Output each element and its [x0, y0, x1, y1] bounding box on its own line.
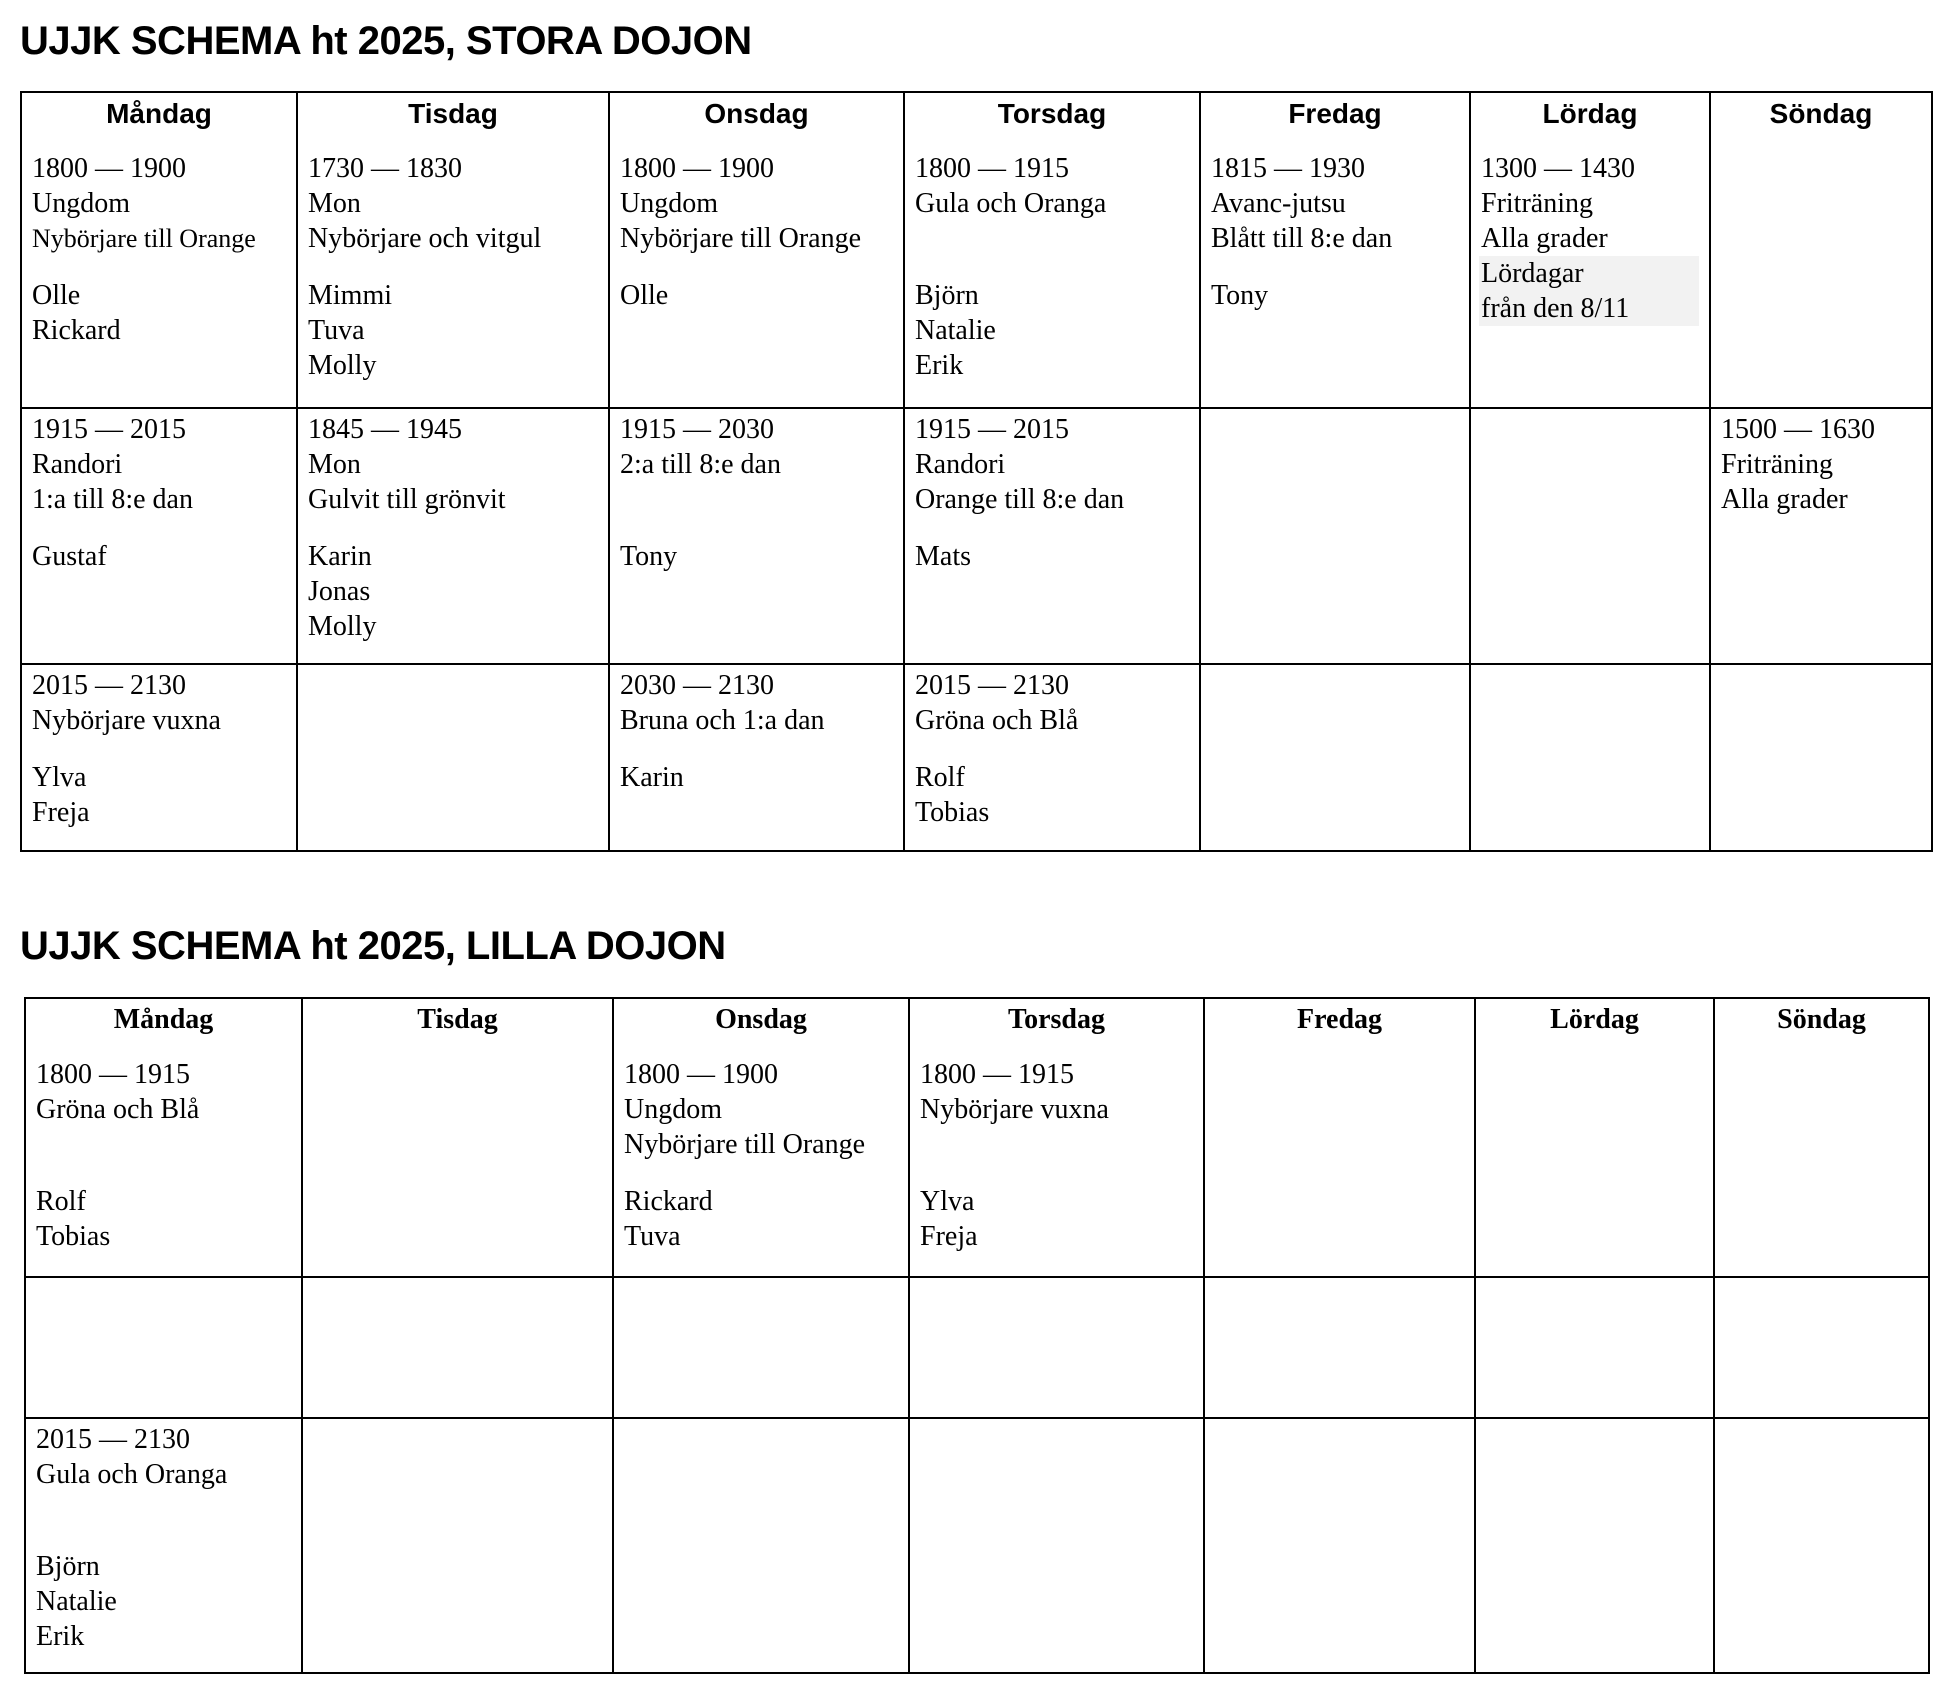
instructor-name: Ylva — [32, 762, 87, 793]
cell-torsdag-row2 — [904, 408, 1200, 664]
cell-mandag-row2 — [21, 408, 297, 664]
session-time: 1730 — 1830 — [308, 153, 462, 184]
session-level: 1:a till 8:e dan — [32, 484, 193, 515]
session-level: Gulvit till grönvit — [308, 484, 506, 515]
cell-sondag-row2 — [1710, 408, 1932, 664]
day-header-mandag: Måndag — [113, 1004, 214, 1035]
cell-tisdag-row3 — [297, 664, 609, 851]
cell-onsdag-row3 — [609, 664, 904, 851]
cell-tisdag-row1 — [297, 92, 609, 408]
cell-lordag-row3 — [1470, 664, 1710, 851]
instructor-name: Jonas — [308, 576, 371, 607]
session-time: 1915 — 2015 — [32, 414, 186, 445]
day-header-tisdag: Tisdag — [408, 98, 498, 129]
instructor-name: Molly — [308, 611, 377, 642]
session-group: Ungdom — [32, 188, 130, 219]
day-header-fredag: Fredag — [1288, 98, 1382, 129]
day-header-tisdag: Tisdag — [417, 1004, 498, 1035]
session-level: Nybörjare till Orange — [624, 1129, 866, 1160]
date-note — [1479, 256, 1699, 326]
day-header-sondag: Söndag — [1769, 98, 1873, 129]
session-time: 2015 — 2130 — [36, 1424, 190, 1455]
schedule-title-stora: UJJK SCHEMA ht 2025, STORA DOJON — [20, 19, 752, 63]
instructor-name: Rolf — [915, 762, 965, 793]
instructor-name: Björn — [915, 280, 979, 311]
instructor-name: Ylva — [920, 1186, 975, 1217]
schedule-table-stora — [20, 91, 1933, 852]
instructor-name: Freja — [920, 1221, 978, 1252]
session-group: Randori — [32, 449, 123, 480]
session-group: Mon — [308, 449, 361, 480]
session-group: Randori — [915, 449, 1006, 480]
instructor-name: Molly — [308, 350, 377, 381]
instructor-name: Mats — [915, 541, 971, 572]
session-level: 2:a till 8:e dan — [620, 449, 781, 480]
instructor-name: Natalie — [36, 1586, 117, 1617]
cell-tisdag-row1 — [302, 998, 613, 1277]
session-time: 2015 — 2130 — [915, 670, 1069, 701]
cell-torsdag-row1 — [904, 92, 1200, 408]
cell-mandag-row2 — [25, 1277, 302, 1418]
cell-sondag-row1 — [1710, 92, 1932, 408]
instructor-name: Rickard — [624, 1186, 713, 1217]
instructor-name: Erik — [915, 350, 964, 381]
schedule-title-lilla: UJJK SCHEMA ht 2025, LILLA DOJON — [20, 924, 726, 968]
instructor-name: Tuva — [624, 1221, 681, 1252]
session-time: 1915 — 2030 — [620, 414, 774, 445]
session-time: 1915 — 2015 — [915, 414, 1069, 445]
cell-onsdag-row2 — [613, 1277, 909, 1418]
instructor-name: Tony — [1211, 280, 1269, 311]
cell-onsdag-row1 — [609, 92, 904, 408]
session-group: Ungdom — [620, 188, 718, 219]
session-time: 2030 — 2130 — [620, 670, 774, 701]
cell-sondag-row2 — [1714, 1277, 1929, 1418]
cell-fredag-row1 — [1200, 92, 1470, 408]
session-level: Orange till 8:e dan — [915, 484, 1125, 515]
session-group: Avanc-jutsu — [1211, 188, 1346, 219]
session-group: Friträning — [1481, 188, 1593, 219]
session-time: 1800 — 1915 — [36, 1059, 190, 1090]
day-header-fredag: Fredag — [1296, 1004, 1383, 1035]
session-level: Gröna och Blå — [36, 1094, 200, 1125]
cell-tisdag-row2 — [297, 408, 609, 664]
instructor-name: Erik — [36, 1621, 85, 1652]
instructor-name: Mimmi — [308, 280, 393, 311]
instructor-name: Karin — [308, 541, 372, 572]
cell-torsdag-row3 — [909, 1418, 1204, 1673]
instructor-name: Rolf — [36, 1186, 86, 1217]
session-level: Bruna och 1:a dan — [620, 705, 825, 736]
instructor-name: Björn — [36, 1551, 100, 1582]
instructor-name: Tobias — [915, 797, 990, 828]
cell-fredag-row3 — [1204, 1418, 1475, 1673]
session-level: Nybörjare till Orange — [620, 223, 862, 254]
day-header-lordag: Lördag — [1542, 98, 1638, 129]
session-time: 1845 — 1945 — [308, 414, 462, 445]
session-level: Gula och Oranga — [36, 1459, 228, 1490]
cell-lordag-row2 — [1470, 408, 1710, 664]
session-time: 1800 — 1900 — [620, 153, 774, 184]
session-level: Gröna och Blå — [915, 705, 1079, 736]
instructor-name: Karin — [620, 762, 684, 793]
cell-mandag-row1 — [21, 92, 297, 408]
cell-fredag-row2 — [1200, 408, 1470, 664]
cell-sondag-row3 — [1714, 1418, 1929, 1673]
day-header-mandag: Måndag — [106, 98, 212, 129]
instructor-name: Tuva — [308, 315, 365, 346]
session-group: Gula och Oranga — [915, 188, 1107, 219]
cell-fredag-row2 — [1204, 1277, 1475, 1418]
date-note-line: Lördagar — [1481, 258, 1584, 289]
instructor-name: Gustaf — [32, 541, 107, 572]
cell-mandag-row3 — [21, 664, 297, 851]
instructor-name: Tobias — [36, 1221, 111, 1252]
cell-torsdag-row2 — [909, 1277, 1204, 1418]
day-header-torsdag: Torsdag — [997, 98, 1107, 129]
cell-lordag-row1 — [1470, 92, 1710, 408]
session-time: 1800 — 1915 — [920, 1059, 1074, 1090]
schedule-table-lilla — [24, 997, 1930, 1674]
session-group: Ungdom — [624, 1094, 722, 1125]
day-header-onsdag: Onsdag — [715, 1004, 807, 1035]
session-group: Mon — [308, 188, 361, 219]
session-level: Alla grader — [1721, 484, 1848, 515]
session-level: Nybörjare och vitgul — [308, 223, 542, 254]
instructor-name: Tony — [620, 541, 678, 572]
session-level: Nybörjare till Orange — [32, 224, 256, 253]
session-time: 2015 — 2130 — [32, 670, 186, 701]
day-header-torsdag: Torsdag — [1007, 1004, 1105, 1035]
cell-lordag-row3 — [1475, 1418, 1714, 1673]
cell-torsdag-row3 — [904, 664, 1200, 851]
session-level: Nybörjare vuxna — [920, 1094, 1109, 1125]
instructor-name: Rickard — [32, 315, 121, 346]
session-time: 1800 — 1915 — [915, 153, 1069, 184]
instructor-name: Natalie — [915, 315, 996, 346]
cell-fredag-row3 — [1200, 664, 1470, 851]
cell-sondag-row1 — [1714, 998, 1929, 1277]
session-time: 1300 — 1430 — [1481, 153, 1635, 184]
instructor-name: Olle — [32, 280, 81, 311]
cell-onsdag-row1 — [613, 998, 909, 1277]
cell-tisdag-row3 — [302, 1418, 613, 1673]
cell-onsdag-row3 — [613, 1418, 909, 1673]
cell-tisdag-row2 — [302, 1277, 613, 1418]
date-note-line: från den 8/11 — [1481, 293, 1630, 324]
session-level: Nybörjare vuxna — [32, 705, 221, 736]
session-level: Blått till 8:e dan — [1211, 223, 1393, 254]
session-time: 1800 — 1900 — [32, 153, 186, 184]
session-time: 1500 — 1630 — [1721, 414, 1875, 445]
session-time: 1800 — 1900 — [624, 1059, 778, 1090]
cell-torsdag-row1 — [909, 998, 1204, 1277]
cell-onsdag-row2 — [609, 408, 904, 664]
session-level: Alla grader — [1481, 223, 1608, 254]
day-header-sondag: Söndag — [1777, 1004, 1866, 1035]
day-header-onsdag: Onsdag — [704, 98, 809, 129]
cell-mandag-row3 — [25, 1418, 302, 1673]
cell-lordag-row2 — [1475, 1277, 1714, 1418]
day-header-lordag: Lördag — [1550, 1004, 1639, 1035]
cell-fredag-row1 — [1204, 998, 1475, 1277]
cell-lordag-row1 — [1475, 998, 1714, 1277]
instructor-name: Olle — [620, 280, 669, 311]
cell-mandag-row1 — [25, 998, 302, 1277]
session-group: Friträning — [1721, 449, 1833, 480]
cell-sondag-row3 — [1710, 664, 1932, 851]
instructor-name: Freja — [32, 797, 90, 828]
session-time: 1815 — 1930 — [1211, 153, 1365, 184]
